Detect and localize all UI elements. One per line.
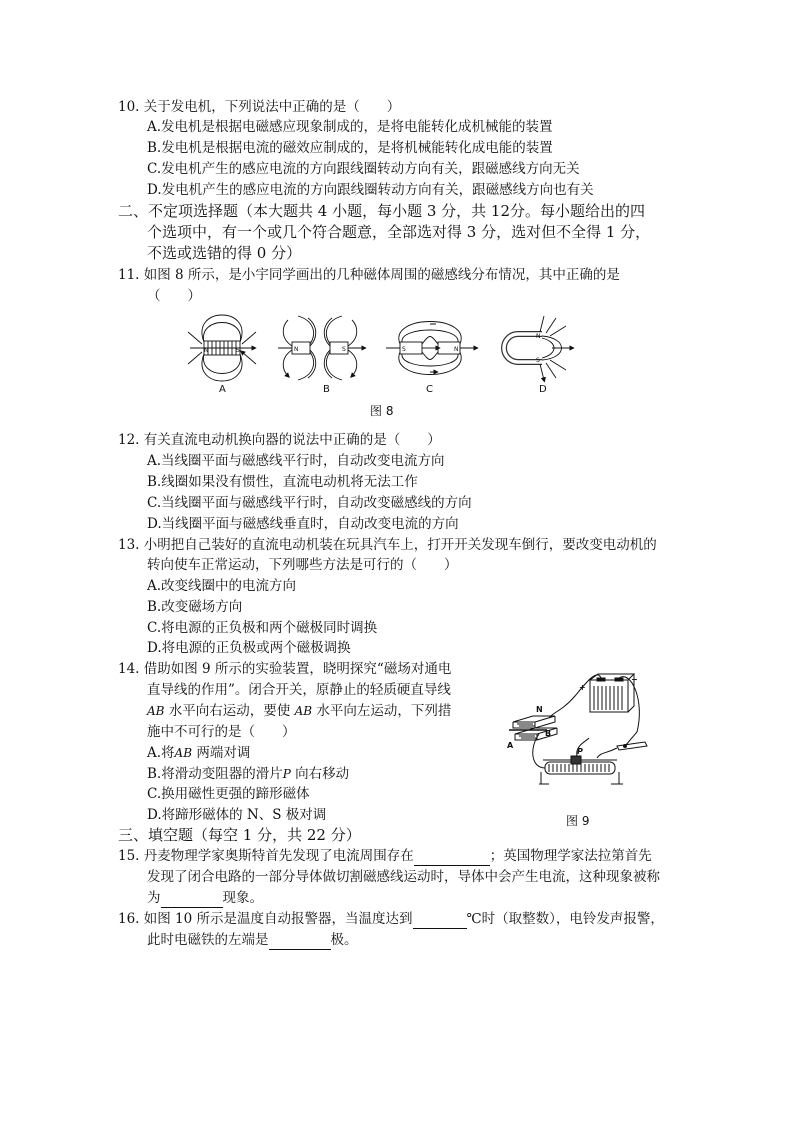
q15-line1-post: ；英国物理学家法拉第首先: [489, 848, 652, 864]
q15-line1-pre: 15. 丹麦物理学家奥斯特首先发现了电流周围存在: [118, 848, 414, 864]
figure-8-a-n-label: N: [204, 347, 209, 354]
figure-8-caption: 图 8: [370, 404, 394, 418]
q15-line1: [118, 846, 652, 866]
q12-option-c: C.当线圈平面与磁感线平行时，自动改变磁感线的方向: [147, 495, 472, 511]
q10-option-b: B.发电机是根据电流的磁效应制成的，是将机械能转化成电能的装置: [147, 140, 553, 156]
q15-line3: [147, 888, 263, 908]
figure-8-label-c: C: [426, 384, 433, 395]
q14-option-a: [147, 743, 250, 763]
q13-stem-line2: 转向使车正常运动，下列哪些方法是可行的（ ）: [147, 557, 458, 573]
figure-9-apparatus: [505, 672, 655, 800]
q12-stem: 12. 有关直流电动机换向器的说法中正确的是（ ）: [118, 432, 441, 448]
q15-line2: 发现了闭合电路的一部分导体做切割磁感线运动时，导体中会产生电流，这种现象被称: [147, 869, 660, 885]
figure-9-a-label: A: [507, 741, 514, 750]
figure-9-plus-label: +: [579, 683, 586, 692]
q14-line3-end: 水平向左运动，下列措: [316, 703, 452, 719]
figure-8-field-lines: [180, 312, 590, 384]
q14-line3: [147, 701, 451, 721]
q16-blank-1[interactable]: [413, 912, 467, 929]
figure-8-a-solenoid: [188, 315, 256, 381]
section2-line1: 二、不定项选择题（本大题共 4 小题，每小题 3 分，共 12分。每小题给出的四: [118, 202, 646, 220]
q14-var-ab-2: AB: [294, 704, 313, 718]
q13-stem-line1: 13. 小明把自己装好的直流电动机装在玩具汽车上，打开开关发现车倒行，要改变电动机的: [118, 537, 657, 553]
figure-9-n-label: N: [536, 705, 543, 714]
q13-option-a: A.改变线圈中的电流方向: [147, 578, 297, 594]
figure-9-minus-label: −: [631, 675, 638, 684]
q15-line3-pre: 为: [147, 890, 161, 906]
figure-8-c-n-label: N: [454, 346, 459, 353]
q10-option-a: A.发电机是根据电磁感应现象制成的，是将电能转化成机械能的装置: [147, 119, 553, 135]
q14-opt-a-pre: A.将: [147, 745, 175, 761]
section2-line3: 不选或选错的得 0 分）: [147, 244, 302, 262]
figure-9-rheostat: [539, 756, 623, 784]
figure-9-switch: [617, 732, 647, 750]
q11-stem-line2: （ ）: [147, 288, 201, 304]
q16-line1-pre: 16. 如图 10 所示是温度自动报警器，当温度达到: [118, 911, 413, 927]
q12-option-d: D.当线圈平面与磁感线垂直时，自动改变电流的方向: [147, 516, 459, 532]
figure-8-d-horseshoe: [504, 316, 572, 380]
q14-opt-a-var: AB: [174, 746, 193, 760]
q14-option-b: [147, 764, 349, 784]
q13-option-d: D.将电源的正负极或两个磁极调换: [147, 640, 351, 656]
q13-option-b: B.改变磁场方向: [147, 599, 243, 615]
figure-8-label-a: A: [219, 384, 226, 395]
figure-8-label-d: D: [539, 384, 547, 395]
figure-8-b-n-label: N: [294, 346, 299, 353]
figure-8-d-s-label: S: [536, 357, 540, 364]
figure-9-b-label: B: [545, 729, 552, 738]
q16-line1: [118, 909, 664, 929]
q14-line1: 14. 借助如图 9 所示的实验装置，晓明探究“磁场对通电: [118, 661, 452, 677]
q14-opt-b-pre: B.将滑动变阻器的滑片: [147, 766, 283, 782]
figure-8-d-n-label: N: [536, 333, 541, 340]
q12-option-b: B.线圈如果没有惯性，直流电动机将无法工作: [147, 474, 418, 490]
figure-9-caption: 图 9: [566, 814, 590, 828]
figure-8-a-s-label: S: [236, 347, 240, 354]
q16-line2-post: 极。: [330, 932, 358, 948]
q12-option-a: A.当线圈平面与磁感线平行时，自动改变电流方向: [147, 453, 445, 469]
q14-line3-mid: 水平向右运动，要使: [168, 703, 291, 719]
q16-line2: [147, 930, 358, 950]
q14-opt-a-post: 两端对调: [196, 745, 251, 761]
q10-option-c: C.发电机产生的感应电流的方向跟线圈转动方向有关，跟磁感线方向无关: [147, 161, 580, 177]
section3-title: 三、填空题（每空 1 分，共 22 分）: [118, 826, 361, 844]
q14-option-c: C.换用磁性更强的蹄形磁体: [147, 786, 310, 802]
q11-stem-line1: 11. 如图 8 所示，是小宇同学画出的几种磁体周围的磁感线分布情况，其中正确的是: [118, 267, 620, 283]
q14-line4: 施中不可行的是（ ）: [147, 724, 296, 740]
q13-option-c: C.将电源的正负极和两个磁极同时调换: [147, 620, 378, 636]
q15-blank-1[interactable]: [414, 849, 490, 866]
q16-line2-pre: 此时电磁铁的左端是: [147, 932, 269, 948]
q16-line1-post: ℃时（取整数），电铃发声报警，: [466, 911, 664, 927]
q14-opt-b-post: 向右移动: [295, 766, 350, 782]
q10-option-d: D.发电机产生的感应电流的方向跟线圈转动方向有关，跟磁感线方向也有关: [147, 182, 594, 198]
q10-stem: 10. 关于发电机，下列说法中正确的是（ ）: [118, 99, 401, 115]
figure-9-p-label: P: [577, 747, 583, 756]
section2-line2: 个选项中，有一个或几个符合题意，全部选对得 3 分，选对但不全得 1 分，: [147, 223, 651, 241]
q15-blank-2[interactable]: [161, 891, 223, 908]
q15-line3-post: 现象。: [222, 890, 263, 906]
q14-var-ab-1: AB: [147, 704, 165, 718]
figure-8-c-s-label: S: [402, 346, 406, 353]
figure-8-b-s-label: S: [342, 346, 346, 353]
q14-opt-b-var: P: [282, 767, 291, 781]
figure-8-b-like-poles: [278, 316, 364, 380]
q16-blank-2[interactable]: [269, 933, 331, 950]
q14-option-d: D.将蹄形磁体的 N、S 极对调: [147, 807, 327, 823]
figure-8-label-b: B: [323, 384, 330, 395]
figure-9-battery: [590, 674, 634, 712]
figure-8-c-unlike-poles: [386, 322, 476, 375]
q14-line2: 直导线的作用”。闭合开关，原静止的轻质硬直导线: [147, 682, 451, 698]
